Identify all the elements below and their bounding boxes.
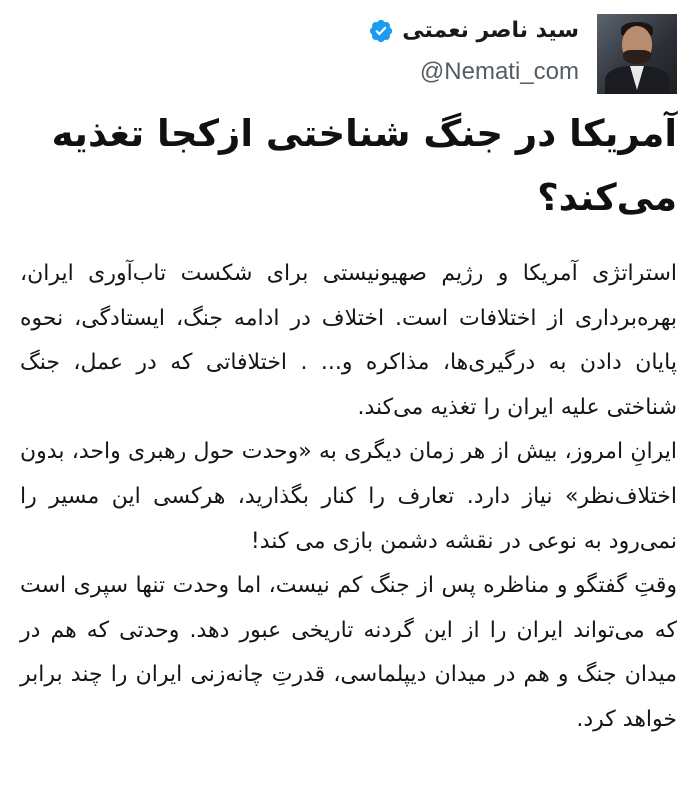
tweet-paragraph: ایرانِ امروز، بیش از هر زمان دیگری به «وحدت حول رهبری واحد، بدون اختلاف‌نظر» نیاز دارد. تعارف را کنار بگذارید، هرکسی این مسیر را نمی‌رود به نوعی در نقشه دشمن بازی می کند! (20, 439, 677, 554)
author-info (368, 16, 579, 86)
author-name-row (368, 16, 579, 46)
tweet-body (20, 252, 677, 743)
avatar[interactable] (597, 14, 677, 94)
tweet-paragraph: وقتِ گفتگو و مناظره پس از جنگ کم نیست، اما وحدت تنها سپری است که می‌تواند ایران را از این گردنه تاریخی عبور دهد. وحدتی که هم در میدان جنگ و هم در میدان دیپلماسی، قدرتِ چانه‌زنی ایران را چند برابر خواهد کرد. (20, 573, 677, 732)
tweet-header (20, 14, 677, 94)
author-handle[interactable]: @Nemati_com (419, 58, 579, 85)
tweet-title: آمریکا در جنگ شناختی ازکجا تغذیه می‌کند؟ (51, 112, 677, 219)
author-display-name[interactable]: سید ناصر نعمتی (402, 18, 579, 43)
verified-badge-icon (368, 18, 394, 44)
tweet-paragraph: استراتژی آمریکا و رژیم صهیونیستی برای شکست تاب‌آوری ایران، بهره‌برداری از اختلافات است. اختلاف در ادامه جنگ، ایستادگی، نحوه پایان دادن به درگیری‌ها، مذاکره و... . اختلافاتی که در عمل، جنگ شناختی علیه ایران را تغذیه می‌کند. (20, 261, 677, 420)
